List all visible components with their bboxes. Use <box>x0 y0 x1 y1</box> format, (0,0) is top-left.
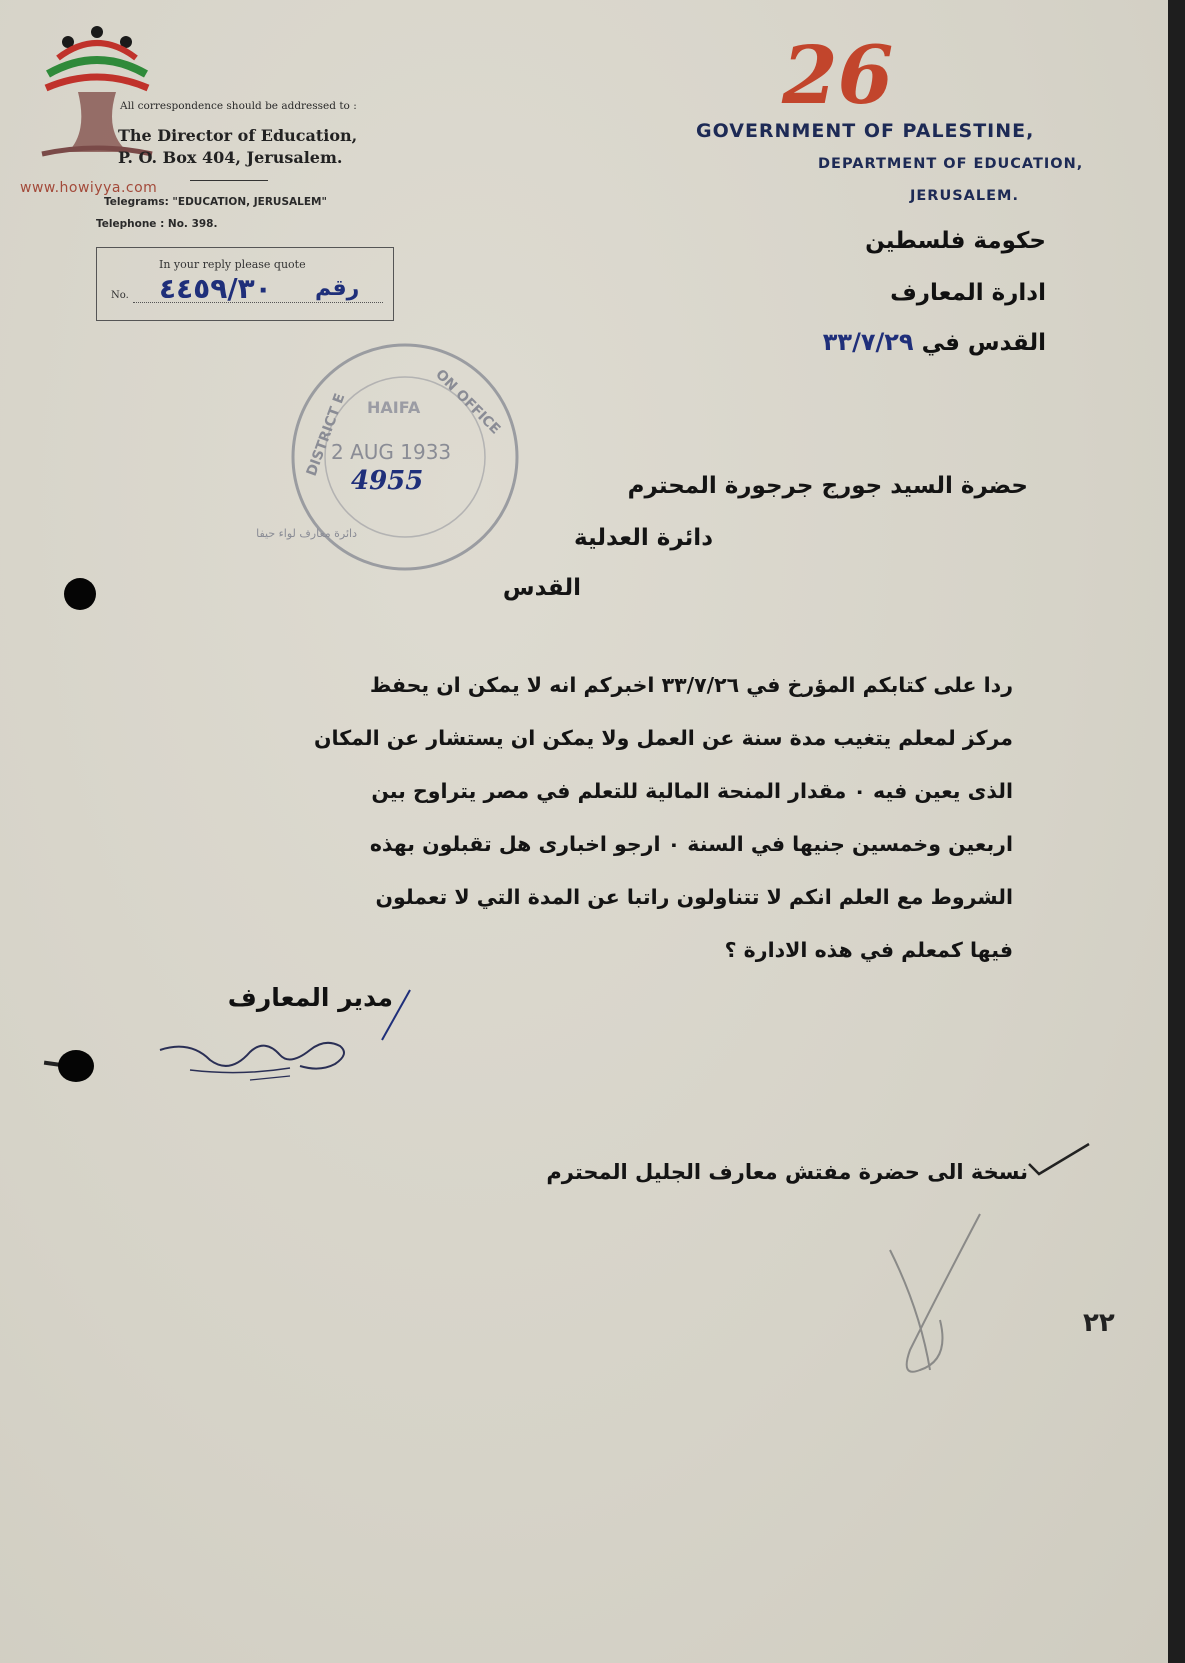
government-title: GOVERNMENT OF PALESTINE, <box>696 120 1035 142</box>
reference-no-label: No. <box>111 290 129 301</box>
telephone-line: Telephone : No. 398. <box>96 218 218 230</box>
arabic-government: حكومة فلسطين <box>865 228 1046 254</box>
telegrams-line: Telegrams: "EDUCATION, JERUSALEM" <box>104 196 327 208</box>
arabic-date-label: القدس في <box>921 330 1046 356</box>
punch-hole <box>58 1050 94 1082</box>
body-line: مركز لمعلم يتغيب مدة سنة عن العمل ولا يمكن ان يستشار عن المكان <box>314 726 1013 750</box>
punch-hole <box>64 578 96 610</box>
department-title: DEPARTMENT OF EDUCATION, <box>818 156 1084 172</box>
stamp-number: 4955 <box>351 466 424 496</box>
stamp-date: 2 AUG 1933 <box>331 440 452 464</box>
director-line-2: P. O. Box 404, Jerusalem. <box>118 148 343 167</box>
margin-number: ٢٢ <box>1083 1308 1115 1338</box>
correspondence-note: All correspondence should be addressed to : <box>120 100 357 112</box>
page-number: 26 <box>782 28 894 122</box>
director-address <box>118 125 357 169</box>
arabic-date <box>823 328 1046 356</box>
arabic-department: ادارة المعارف <box>890 280 1046 306</box>
received-stamp <box>256 337 525 577</box>
stamp-ring-left: DISTRICT E <box>303 391 349 479</box>
addressee-city: القدس <box>502 575 581 601</box>
addressee-department: دائرة العدلية <box>574 525 713 551</box>
reference-box <box>96 247 394 321</box>
stamp-bottom-arabic: دائرة معارف لواء حيفا <box>256 527 357 540</box>
body-line: فيها كمعلم في هذه الادارة ؟ <box>724 938 1013 962</box>
pencil-cross-mark-icon <box>880 1210 1000 1380</box>
divider <box>190 180 268 181</box>
city-title: JERUSALEM. <box>910 188 1019 204</box>
body-line: اربعين وخمسين جنيها في السنة ۰ ارجو اخبارى هل تقبلون بهذه <box>369 832 1013 856</box>
body-line: ردا على كتابكم المؤرخ في ٣٣/٧/٢٦ اخبركم انه لا يمكن ان يحفظ <box>369 673 1013 697</box>
handwritten-signature <box>150 980 430 1090</box>
watermark-site: www.howiyya.com <box>20 180 158 196</box>
body-line: الذى يعين فيه ۰ مقدار المنحة المالية للتعلم في مصر يتراوح بين <box>371 779 1013 803</box>
reference-number: ٤٤٥٩/٣٠ <box>159 272 272 305</box>
scan-edge <box>1168 0 1185 1663</box>
reference-raqm-label: رقم <box>315 276 360 301</box>
stamp-city: HAIFA <box>367 398 421 417</box>
director-line-1: The Director of Education, <box>118 126 358 145</box>
addressee-name: حضرة السيد جورج جرجورة المحترم <box>627 473 1028 499</box>
copy-to-line: نسخة الى حضرة مفتش معارف الجليل المحترم <box>546 1160 1028 1184</box>
stamp-ring-right: ON OFFICE <box>432 366 504 438</box>
body-line: الشروط مع العلم انكم لا تتناولون راتبا عن المدة التي لا تعملون <box>375 885 1013 909</box>
check-mark-icon <box>1025 1140 1095 1180</box>
arabic-date-value: ٣٣/٧/٢٩ <box>822 328 914 356</box>
signature-title: مدير المعارف <box>227 983 393 1012</box>
reference-quote-label: In your reply please quote <box>159 258 306 271</box>
